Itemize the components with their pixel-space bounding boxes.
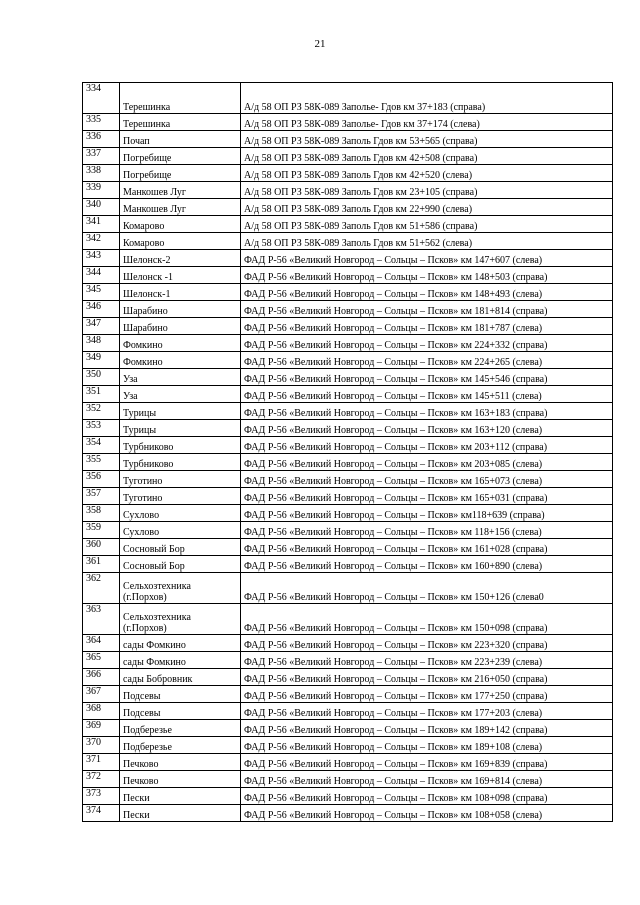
row-number: 351 xyxy=(83,386,120,403)
table-row xyxy=(83,635,613,652)
stop-name: Комарово xyxy=(120,233,241,250)
table-row xyxy=(83,805,613,822)
stop-name: Шелонск-1 xyxy=(120,284,241,301)
stop-name: Подберезье xyxy=(120,720,241,737)
stop-name: Турицы xyxy=(120,420,241,437)
row-number: 346 xyxy=(83,301,120,318)
row-number: 359 xyxy=(83,522,120,539)
road-location: ФАД Р-56 «Великий Новгород – Сольцы – Псков» км 181+814 (справа) xyxy=(241,301,613,318)
stop-name: Терешинка xyxy=(120,114,241,131)
row-number: 372 xyxy=(83,771,120,788)
stop-name: Подсевы xyxy=(120,703,241,720)
stop-name: Шарабино xyxy=(120,301,241,318)
stop-name: Подберезье xyxy=(120,737,241,754)
stop-name: Уза xyxy=(120,369,241,386)
table-row xyxy=(83,182,613,199)
row-number: 348 xyxy=(83,335,120,352)
table-row xyxy=(83,556,613,573)
road-location: ФАД Р-56 «Великий Новгород – Сольцы – Псков» км 148+503 (справа) xyxy=(241,267,613,284)
table-row xyxy=(83,267,613,284)
table-row xyxy=(83,754,613,771)
row-number: 371 xyxy=(83,754,120,771)
row-number: 360 xyxy=(83,539,120,556)
table-row xyxy=(83,369,613,386)
road-location: ФАД Р-56 «Великий Новгород – Сольцы – Псков» км 223+239 (слева) xyxy=(241,652,613,669)
stop-name: Фомкино xyxy=(120,335,241,352)
stop-name: Сосновый Бор xyxy=(120,556,241,573)
stop-name: Фомкино xyxy=(120,352,241,369)
row-number: 355 xyxy=(83,454,120,471)
row-number: 363 xyxy=(83,604,120,635)
table-row xyxy=(83,148,613,165)
stop-name: Шелонск -1 xyxy=(120,267,241,284)
row-number: 353 xyxy=(83,420,120,437)
stop-name: Уза xyxy=(120,386,241,403)
row-number: 339 xyxy=(83,182,120,199)
road-location: ФАД Р-56 «Великий Новгород – Сольцы – Псков» км 150+098 (справа) xyxy=(241,604,613,635)
road-location: ФАД Р-56 «Великий Новгород – Сольцы – Псков» км 145+511 (слева) xyxy=(241,386,613,403)
table-row xyxy=(83,131,613,148)
table-row xyxy=(83,216,613,233)
row-number: 335 xyxy=(83,114,120,131)
row-number: 341 xyxy=(83,216,120,233)
row-number: 358 xyxy=(83,505,120,522)
stop-name: Сельхозтехника (г.Порхов) xyxy=(120,604,241,635)
stop-name: Турбниково xyxy=(120,437,241,454)
road-location: ФАД Р-56 «Великий Новгород – Сольцы – Псков» км 177+203 (слева) xyxy=(241,703,613,720)
table-row xyxy=(83,539,613,556)
stop-name: Турбниково xyxy=(120,454,241,471)
row-number: 362 xyxy=(83,573,120,604)
stop-name: Туготино xyxy=(120,488,241,505)
table-row xyxy=(83,335,613,352)
table-row xyxy=(83,352,613,369)
table-row xyxy=(83,199,613,216)
bus-stop-table xyxy=(82,82,613,822)
stop-name: Подсевы xyxy=(120,686,241,703)
row-number: 342 xyxy=(83,233,120,250)
road-location: А/д 58 ОП РЗ 58К-089 Заполье- Гдов км 37+183 (справа) xyxy=(241,83,613,114)
road-location: ФАД Р-56 «Великий Новгород – Сольцы – Псков» км 148+493 (слева) xyxy=(241,284,613,301)
road-location: ФАД Р-56 «Великий Новгород – Сольцы – Псков» км 165+073 (слева) xyxy=(241,471,613,488)
table-row xyxy=(83,703,613,720)
stop-name: Комарово xyxy=(120,216,241,233)
road-location: ФАД Р-56 «Великий Новгород – Сольцы – Псков» км 147+607 (слева) xyxy=(241,250,613,267)
row-number: 343 xyxy=(83,250,120,267)
road-location: ФАД Р-56 «Великий Новгород – Сольцы – Псков» км 118+156 (слева) xyxy=(241,522,613,539)
row-number: 361 xyxy=(83,556,120,573)
table-row xyxy=(83,573,613,604)
table-row xyxy=(83,114,613,131)
table-row xyxy=(83,604,613,635)
row-number: 356 xyxy=(83,471,120,488)
table-row xyxy=(83,403,613,420)
table-row xyxy=(83,318,613,335)
row-number: 365 xyxy=(83,652,120,669)
table-row xyxy=(83,737,613,754)
row-number: 369 xyxy=(83,720,120,737)
table-row xyxy=(83,250,613,267)
stop-name: Шарабино xyxy=(120,318,241,335)
road-location: ФАД Р-56 «Великий Новгород – Сольцы – Псков» км 165+031 (справа) xyxy=(241,488,613,505)
stop-name: Печково xyxy=(120,754,241,771)
stop-name: Сухлово xyxy=(120,505,241,522)
stop-name: Туготино xyxy=(120,471,241,488)
row-number: 373 xyxy=(83,788,120,805)
table-row xyxy=(83,505,613,522)
stop-name: Шелонск-2 xyxy=(120,250,241,267)
road-location: ФАД Р-56 «Великий Новгород – Сольцы – Псков» км 150+126 (слева0 xyxy=(241,573,613,604)
table-row xyxy=(83,437,613,454)
stop-name: Погребище xyxy=(120,165,241,182)
stop-name: Почап xyxy=(120,131,241,148)
table-row xyxy=(83,720,613,737)
road-location: ФАД Р-56 «Великий Новгород – Сольцы – Псков» км 145+546 (справа) xyxy=(241,369,613,386)
row-number: 357 xyxy=(83,488,120,505)
table-row xyxy=(83,652,613,669)
road-location: ФАД Р-56 «Великий Новгород – Сольцы – Псков» км 163+183 (справа) xyxy=(241,403,613,420)
road-location: А/д 58 ОП РЗ 58К-089 Заполь Гдов км 51+562 (слева) xyxy=(241,233,613,250)
row-number: 350 xyxy=(83,369,120,386)
road-location: ФАД Р-56 «Великий Новгород – Сольцы – Псков» км 224+332 (справа) xyxy=(241,335,613,352)
row-number: 340 xyxy=(83,199,120,216)
road-location: ФАД Р-56 «Великий Новгород – Сольцы – Псков» км 160+890 (слева) xyxy=(241,556,613,573)
table-row xyxy=(83,386,613,403)
stop-name: сады Бобровник xyxy=(120,669,241,686)
stop-name: Сухлово xyxy=(120,522,241,539)
stop-name: Сельхозтехника (г.Порхов) xyxy=(120,573,241,604)
table-row xyxy=(83,301,613,318)
stop-name: Пески xyxy=(120,788,241,805)
road-location: ФАД Р-56 «Великий Новгород – Сольцы – Псков» км 216+050 (справа) xyxy=(241,669,613,686)
road-location: ФАД Р-56 «Великий Новгород – Сольцы – Псков» км 163+120 (слева) xyxy=(241,420,613,437)
table-row xyxy=(83,83,613,114)
table-row xyxy=(83,686,613,703)
table-row xyxy=(83,284,613,301)
road-location: ФАД Р-56 «Великий Новгород – Сольцы – Псков» км 169+814 (слева) xyxy=(241,771,613,788)
road-location: А/д 58 ОП РЗ 58К-089 Заполь Гдов км 42+508 (справа) xyxy=(241,148,613,165)
road-location: ФАД Р-56 «Великий Новгород – Сольцы – Псков» км 181+787 (слева) xyxy=(241,318,613,335)
row-number: 352 xyxy=(83,403,120,420)
row-number: 354 xyxy=(83,437,120,454)
road-location: ФАД Р-56 «Великий Новгород – Сольцы – Псков» км 169+839 (справа) xyxy=(241,754,613,771)
row-number: 344 xyxy=(83,267,120,284)
row-number: 368 xyxy=(83,703,120,720)
row-number: 337 xyxy=(83,148,120,165)
stop-name: Погребище xyxy=(120,148,241,165)
road-location: ФАД Р-56 «Великий Новгород – Сольцы – Псков» км 224+265 (слева) xyxy=(241,352,613,369)
row-number: 370 xyxy=(83,737,120,754)
stop-name: Печково xyxy=(120,771,241,788)
row-number: 367 xyxy=(83,686,120,703)
road-location: А/д 58 ОП РЗ 58К-089 Заполь Гдов км 53+565 (справа) xyxy=(241,131,613,148)
row-number: 347 xyxy=(83,318,120,335)
stop-name: Манкошев Луг xyxy=(120,182,241,199)
stop-name: Турицы xyxy=(120,403,241,420)
table-row xyxy=(83,233,613,250)
page-number: 21 xyxy=(314,38,326,50)
table-row xyxy=(83,788,613,805)
row-number: 334 xyxy=(83,83,120,114)
road-location: ФАД Р-56 «Великий Новгород – Сольцы – Псков» км 161+028 (справа) xyxy=(241,539,613,556)
row-number: 338 xyxy=(83,165,120,182)
road-location: А/д 58 ОП РЗ 58К-089 Заполь Гдов км 42+520 (слева) xyxy=(241,165,613,182)
road-location: А/д 58 ОП РЗ 58К-089 Заполье- Гдов км 37+174 (слева) xyxy=(241,114,613,131)
table-row xyxy=(83,771,613,788)
stop-name: сады Фомкино xyxy=(120,652,241,669)
table-row xyxy=(83,454,613,471)
row-number: 349 xyxy=(83,352,120,369)
table-row xyxy=(83,522,613,539)
table-row xyxy=(83,488,613,505)
road-location: ФАД Р-56 «Великий Новгород – Сольцы – Псков» км 108+058 (слева) xyxy=(241,805,613,822)
road-location: ФАД Р-56 «Великий Новгород – Сольцы – Псков» км 189+108 (слева) xyxy=(241,737,613,754)
row-number: 336 xyxy=(83,131,120,148)
row-number: 345 xyxy=(83,284,120,301)
table-row xyxy=(83,165,613,182)
stop-name: Манкошев Луг xyxy=(120,199,241,216)
table-row xyxy=(83,471,613,488)
stop-name: Пески xyxy=(120,805,241,822)
stop-name: сады Фомкино xyxy=(120,635,241,652)
road-location: ФАД Р-56 «Великий Новгород – Сольцы – Псков» км118+639 (справа) xyxy=(241,505,613,522)
road-location: ФАД Р-56 «Великий Новгород – Сольцы – Псков» км 223+320 (справа) xyxy=(241,635,613,652)
road-location: А/д 58 ОП РЗ 58К-089 Заполь Гдов км 22+990 (слева) xyxy=(241,199,613,216)
stop-name: Терешинка xyxy=(120,83,241,114)
road-location: А/д 58 ОП РЗ 58К-089 Заполь Гдов км 23+105 (справа) xyxy=(241,182,613,199)
stop-name: Сосновый Бор xyxy=(120,539,241,556)
table-row xyxy=(83,420,613,437)
road-location: ФАД Р-56 «Великий Новгород – Сольцы – Псков» км 203+112 (справа) xyxy=(241,437,613,454)
road-location: ФАД Р-56 «Великий Новгород – Сольцы – Псков» км 189+142 (справа) xyxy=(241,720,613,737)
road-location: ФАД Р-56 «Великий Новгород – Сольцы – Псков» км 108+098 (справа) xyxy=(241,788,613,805)
road-location: ФАД Р-56 «Великий Новгород – Сольцы – Псков» км 177+250 (справа) xyxy=(241,686,613,703)
table-body xyxy=(83,83,613,822)
road-location: А/д 58 ОП РЗ 58К-089 Заполь Гдов км 51+586 (справа) xyxy=(241,216,613,233)
row-number: 366 xyxy=(83,669,120,686)
row-number: 364 xyxy=(83,635,120,652)
table-row xyxy=(83,669,613,686)
row-number: 374 xyxy=(83,805,120,822)
road-location: ФАД Р-56 «Великий Новгород – Сольцы – Псков» км 203+085 (слева) xyxy=(241,454,613,471)
